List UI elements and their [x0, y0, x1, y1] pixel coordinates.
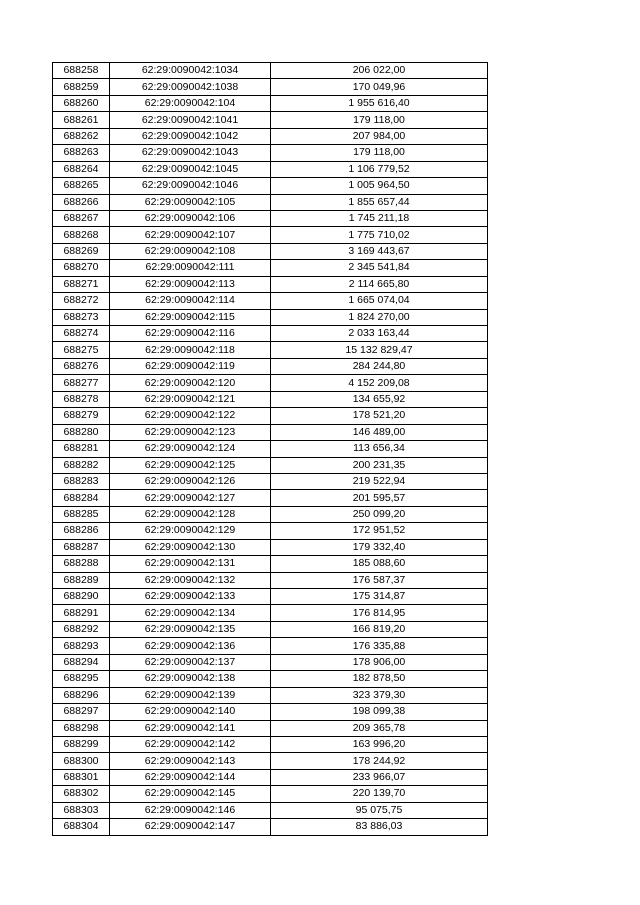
cadastral-value-table [52, 62, 488, 836]
cadastral-number-cell: 62:29:0090042:136 [110, 638, 271, 654]
row-number-cell: 688287 [53, 539, 110, 555]
cadastral-number-cell: 62:29:0090042:126 [110, 473, 271, 489]
table-row [53, 145, 488, 161]
row-number-cell: 688279 [53, 408, 110, 424]
row-number-cell: 688270 [53, 260, 110, 276]
cadastral-value-cell: 175 314,87 [271, 589, 488, 605]
cadastral-value-cell: 4 152 209,08 [271, 375, 488, 391]
row-number-cell: 688280 [53, 424, 110, 440]
row-number-cell: 688275 [53, 342, 110, 358]
cadastral-number-cell: 62:29:0090042:130 [110, 539, 271, 555]
table-row [53, 227, 488, 243]
cadastral-number-cell: 62:29:0090042:144 [110, 769, 271, 785]
cadastral-value-cell: 209 365,78 [271, 720, 488, 736]
cadastral-value-cell: 3 169 443,67 [271, 243, 488, 259]
table-row [53, 95, 488, 111]
table-row [53, 441, 488, 457]
cadastral-number-cell: 62:29:0090042:1034 [110, 63, 271, 79]
row-number-cell: 688281 [53, 441, 110, 457]
cadastral-value-cell: 1 824 270,00 [271, 309, 488, 325]
cadastral-value-cell: 323 379,30 [271, 687, 488, 703]
row-number-cell: 688269 [53, 243, 110, 259]
table-row [53, 638, 488, 654]
row-number-cell: 688258 [53, 63, 110, 79]
cadastral-number-cell: 62:29:0090042:1042 [110, 128, 271, 144]
table-row [53, 523, 488, 539]
table-row [53, 276, 488, 292]
cadastral-value-cell: 1 955 616,40 [271, 95, 488, 111]
row-number-cell: 688291 [53, 605, 110, 621]
table-row [53, 654, 488, 670]
cadastral-number-cell: 62:29:0090042:145 [110, 786, 271, 802]
table-row [53, 112, 488, 128]
cadastral-value-cell: 250 099,20 [271, 506, 488, 522]
table-row [53, 128, 488, 144]
row-number-cell: 688265 [53, 178, 110, 194]
row-number-cell: 688294 [53, 654, 110, 670]
cadastral-number-cell: 62:29:0090042:114 [110, 293, 271, 309]
cadastral-number-cell: 62:29:0090042:105 [110, 194, 271, 210]
cadastral-number-cell: 62:29:0090042:113 [110, 276, 271, 292]
cadastral-number-cell: 62:29:0090042:138 [110, 671, 271, 687]
cadastral-value-cell: 179 118,00 [271, 145, 488, 161]
row-number-cell: 688271 [53, 276, 110, 292]
cadastral-value-cell: 113 656,34 [271, 441, 488, 457]
table-row [53, 802, 488, 818]
cadastral-number-cell: 62:29:0090042:1046 [110, 178, 271, 194]
cadastral-value-cell: 176 335,88 [271, 638, 488, 654]
row-number-cell: 688264 [53, 161, 110, 177]
table-row [53, 391, 488, 407]
cadastral-number-cell: 62:29:0090042:125 [110, 457, 271, 473]
row-number-cell: 688262 [53, 128, 110, 144]
cadastral-value-cell: 179 332,40 [271, 539, 488, 555]
row-number-cell: 688266 [53, 194, 110, 210]
cadastral-value-cell: 146 489,00 [271, 424, 488, 440]
row-number-cell: 688292 [53, 621, 110, 637]
row-number-cell: 688268 [53, 227, 110, 243]
cadastral-value-cell: 170 049,96 [271, 79, 488, 95]
table-row [53, 819, 488, 835]
table-row [53, 736, 488, 752]
table-row [53, 375, 488, 391]
cadastral-value-cell: 2 345 541,84 [271, 260, 488, 276]
row-number-cell: 688303 [53, 802, 110, 818]
row-number-cell: 688267 [53, 210, 110, 226]
cadastral-number-cell: 62:29:0090042:127 [110, 490, 271, 506]
table-row [53, 720, 488, 736]
cadastral-number-cell: 62:29:0090042:123 [110, 424, 271, 440]
cadastral-value-cell: 1 745 211,18 [271, 210, 488, 226]
cadastral-number-cell: 62:29:0090042:119 [110, 358, 271, 374]
cadastral-number-cell: 62:29:0090042:134 [110, 605, 271, 621]
cadastral-value-cell: 172 951,52 [271, 523, 488, 539]
table-row [53, 161, 488, 177]
row-number-cell: 688284 [53, 490, 110, 506]
row-number-cell: 688302 [53, 786, 110, 802]
row-number-cell: 688285 [53, 506, 110, 522]
row-number-cell: 688272 [53, 293, 110, 309]
cadastral-value-cell: 182 878,50 [271, 671, 488, 687]
table-row [53, 556, 488, 572]
table-row [53, 539, 488, 555]
row-number-cell: 688277 [53, 375, 110, 391]
table-row [53, 79, 488, 95]
cadastral-value-cell: 134 655,92 [271, 391, 488, 407]
row-number-cell: 688274 [53, 326, 110, 342]
row-number-cell: 688300 [53, 753, 110, 769]
table-row [53, 753, 488, 769]
cadastral-number-cell: 62:29:0090042:1041 [110, 112, 271, 128]
cadastral-number-cell: 62:29:0090042:124 [110, 441, 271, 457]
table-row [53, 589, 488, 605]
cadastral-number-cell: 62:29:0090042:139 [110, 687, 271, 703]
row-number-cell: 688278 [53, 391, 110, 407]
row-number-cell: 688293 [53, 638, 110, 654]
table-body [53, 63, 488, 836]
row-number-cell: 688273 [53, 309, 110, 325]
cadastral-number-cell: 62:29:0090042:146 [110, 802, 271, 818]
cadastral-number-cell: 62:29:0090042:142 [110, 736, 271, 752]
table-row [53, 621, 488, 637]
cadastral-number-cell: 62:29:0090042:129 [110, 523, 271, 539]
row-number-cell: 688299 [53, 736, 110, 752]
table-row [53, 671, 488, 687]
cadastral-number-cell: 62:29:0090042:140 [110, 704, 271, 720]
cadastral-value-cell: 178 244,92 [271, 753, 488, 769]
table-row [53, 490, 488, 506]
row-number-cell: 688288 [53, 556, 110, 572]
cadastral-number-cell: 62:29:0090042:108 [110, 243, 271, 259]
table-row [53, 326, 488, 342]
cadastral-number-cell: 62:29:0090042:141 [110, 720, 271, 736]
cadastral-number-cell: 62:29:0090042:116 [110, 326, 271, 342]
cadastral-number-cell: 62:29:0090042:1045 [110, 161, 271, 177]
table-row [53, 457, 488, 473]
cadastral-value-cell: 185 088,60 [271, 556, 488, 572]
row-number-cell: 688263 [53, 145, 110, 161]
row-number-cell: 688298 [53, 720, 110, 736]
row-number-cell: 688289 [53, 572, 110, 588]
cadastral-value-cell: 2 114 665,80 [271, 276, 488, 292]
cadastral-number-cell: 62:29:0090042:135 [110, 621, 271, 637]
table-row [53, 704, 488, 720]
cadastral-number-cell: 62:29:0090042:118 [110, 342, 271, 358]
cadastral-number-cell: 62:29:0090042:131 [110, 556, 271, 572]
table-row [53, 63, 488, 79]
table-row [53, 769, 488, 785]
cadastral-number-cell: 62:29:0090042:107 [110, 227, 271, 243]
cadastral-number-cell: 62:29:0090042:1043 [110, 145, 271, 161]
row-number-cell: 688296 [53, 687, 110, 703]
cadastral-value-cell: 95 075,75 [271, 802, 488, 818]
cadastral-number-cell: 62:29:0090042:147 [110, 819, 271, 835]
cadastral-value-cell: 179 118,00 [271, 112, 488, 128]
table-row [53, 687, 488, 703]
cadastral-value-cell: 220 139,70 [271, 786, 488, 802]
row-number-cell: 688282 [53, 457, 110, 473]
row-number-cell: 688286 [53, 523, 110, 539]
table-row [53, 210, 488, 226]
cadastral-value-cell: 83 886,03 [271, 819, 488, 835]
cadastral-number-cell: 62:29:0090042:120 [110, 375, 271, 391]
cadastral-number-cell: 62:29:0090042:121 [110, 391, 271, 407]
row-number-cell: 688304 [53, 819, 110, 835]
cadastral-value-cell: 166 819,20 [271, 621, 488, 637]
cadastral-value-cell: 1 106 779,52 [271, 161, 488, 177]
cadastral-value-cell: 1 775 710,02 [271, 227, 488, 243]
row-number-cell: 688295 [53, 671, 110, 687]
cadastral-number-cell: 62:29:0090042:106 [110, 210, 271, 226]
cadastral-value-cell: 176 587,37 [271, 572, 488, 588]
cadastral-value-cell: 200 231,35 [271, 457, 488, 473]
cadastral-number-cell: 62:29:0090042:104 [110, 95, 271, 111]
cadastral-number-cell: 62:29:0090042:111 [110, 260, 271, 276]
cadastral-value-cell: 284 244,80 [271, 358, 488, 374]
table-row [53, 342, 488, 358]
cadastral-value-cell: 178 906,00 [271, 654, 488, 670]
cadastral-number-cell: 62:29:0090042:133 [110, 589, 271, 605]
cadastral-value-cell: 176 814,95 [271, 605, 488, 621]
cadastral-value-cell: 233 966,07 [271, 769, 488, 785]
table-row [53, 260, 488, 276]
table-row [53, 786, 488, 802]
table-row [53, 473, 488, 489]
row-number-cell: 688290 [53, 589, 110, 605]
table-row [53, 605, 488, 621]
cadastral-number-cell: 62:29:0090042:143 [110, 753, 271, 769]
row-number-cell: 688260 [53, 95, 110, 111]
table-row [53, 408, 488, 424]
cadastral-value-cell: 206 022,00 [271, 63, 488, 79]
row-number-cell: 688301 [53, 769, 110, 785]
cadastral-value-cell: 15 132 829,47 [271, 342, 488, 358]
cadastral-value-cell: 219 522,94 [271, 473, 488, 489]
cadastral-value-cell: 2 033 163,44 [271, 326, 488, 342]
table-row [53, 506, 488, 522]
table-row [53, 358, 488, 374]
table-row [53, 194, 488, 210]
row-number-cell: 688297 [53, 704, 110, 720]
row-number-cell: 688259 [53, 79, 110, 95]
cadastral-number-cell: 62:29:0090042:128 [110, 506, 271, 522]
cadastral-value-cell: 1 855 657,44 [271, 194, 488, 210]
row-number-cell: 688283 [53, 473, 110, 489]
cadastral-value-cell: 207 984,00 [271, 128, 488, 144]
table-row [53, 178, 488, 194]
cadastral-value-cell: 163 996,20 [271, 736, 488, 752]
cadastral-value-cell: 198 099,38 [271, 704, 488, 720]
cadastral-number-cell: 62:29:0090042:115 [110, 309, 271, 325]
row-number-cell: 688261 [53, 112, 110, 128]
table-row [53, 309, 488, 325]
row-number-cell: 688276 [53, 358, 110, 374]
cadastral-number-cell: 62:29:0090042:1038 [110, 79, 271, 95]
table-row [53, 572, 488, 588]
cadastral-value-cell: 201 595,57 [271, 490, 488, 506]
table-row [53, 243, 488, 259]
cadastral-value-cell: 1 005 964,50 [271, 178, 488, 194]
table-row [53, 424, 488, 440]
cadastral-value-cell: 178 521,20 [271, 408, 488, 424]
cadastral-number-cell: 62:29:0090042:137 [110, 654, 271, 670]
cadastral-value-cell: 1 665 074,04 [271, 293, 488, 309]
cadastral-number-cell: 62:29:0090042:132 [110, 572, 271, 588]
cadastral-number-cell: 62:29:0090042:122 [110, 408, 271, 424]
table-row [53, 293, 488, 309]
